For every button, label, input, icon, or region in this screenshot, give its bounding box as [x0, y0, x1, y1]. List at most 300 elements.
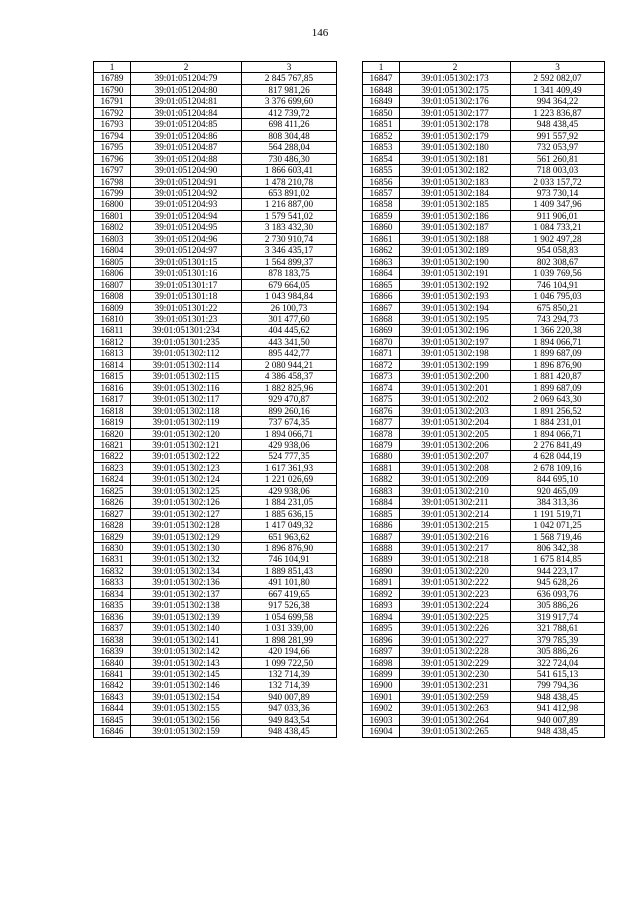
- row-number-cell: 16823: [94, 462, 131, 473]
- row-number-cell: 16898: [363, 657, 400, 668]
- value-cell: 3 376 699,60: [242, 96, 337, 107]
- row-number-cell: 16810: [94, 313, 131, 324]
- row-number-cell: 16892: [363, 588, 400, 599]
- cadastral-number-cell: 39:01:051302:112: [131, 348, 242, 359]
- cadastral-number-cell: 39:01:051302:125: [131, 485, 242, 496]
- row-number-cell: 16815: [94, 371, 131, 382]
- table-row: [363, 439, 605, 450]
- table-row: [94, 508, 337, 519]
- value-cell: 3 183 432,30: [242, 222, 337, 233]
- table-row: [363, 451, 605, 462]
- value-cell: 899 260,16: [242, 405, 337, 416]
- cadastral-number-cell: 39:01:051302:223: [400, 588, 511, 599]
- cadastral-number-cell: 39:01:051302:155: [131, 703, 242, 714]
- value-cell: 1 899 687,09: [511, 348, 605, 359]
- row-number-cell: 16830: [94, 543, 131, 554]
- cadastral-number-cell: 39:01:051204:90: [131, 165, 242, 176]
- row-number-cell: 16824: [94, 474, 131, 485]
- row-number-cell: 16834: [94, 588, 131, 599]
- cadastral-number-cell: 39:01:051302:138: [131, 600, 242, 611]
- row-number-cell: 16798: [94, 176, 131, 187]
- row-number-cell: 16873: [363, 371, 400, 382]
- row-number-cell: 16804: [94, 245, 131, 256]
- table-row: [363, 233, 605, 244]
- value-cell: 301 477,60: [242, 313, 337, 324]
- cadastral-number-cell: 39:01:051302:128: [131, 520, 242, 531]
- cadastral-number-cell: 39:01:051302:230: [400, 669, 511, 680]
- value-cell: 1 191 519,71: [511, 508, 605, 519]
- cadastral-number-cell: 39:01:051302:181: [400, 153, 511, 164]
- value-cell: 1 043 984,84: [242, 291, 337, 302]
- value-cell: 1 579 541,02: [242, 210, 337, 221]
- cadastral-number-cell: 39:01:051302:218: [400, 554, 511, 565]
- cadastral-number-cell: 39:01:051302:180: [400, 142, 511, 153]
- table-row: [94, 600, 337, 611]
- row-number-cell: 16852: [363, 130, 400, 141]
- row-number-cell: 16827: [94, 508, 131, 519]
- row-number-cell: 16904: [363, 726, 400, 737]
- cadastral-number-cell: 39:01:051301:235: [131, 336, 242, 347]
- table-row: [94, 371, 337, 382]
- value-cell: 1 894 066,71: [511, 336, 605, 347]
- cadastral-number-cell: 39:01:051302:123: [131, 462, 242, 473]
- value-cell: 1 084 733,21: [511, 222, 605, 233]
- cadastral-number-cell: 39:01:051302:191: [400, 268, 511, 279]
- value-cell: 3 346 435,17: [242, 245, 337, 256]
- table-row: [363, 611, 605, 622]
- row-number-cell: 16807: [94, 279, 131, 290]
- table-row: [363, 222, 605, 233]
- column-header-cadastral-number: 2: [400, 62, 511, 73]
- value-cell: 698 411,26: [242, 119, 337, 130]
- row-number-cell: 16879: [363, 439, 400, 450]
- row-number-cell: 16814: [94, 359, 131, 370]
- value-cell: 2 033 157,72: [511, 176, 605, 187]
- value-cell: 737 674,35: [242, 417, 337, 428]
- row-number-cell: 16880: [363, 451, 400, 462]
- cadastral-number-cell: 39:01:051302:139: [131, 611, 242, 622]
- table-row: [94, 611, 337, 622]
- table-row: [363, 84, 605, 95]
- table-row: [94, 210, 337, 221]
- table-row: [363, 187, 605, 198]
- cadastral-number-cell: 39:01:051302:195: [400, 313, 511, 324]
- register-table-right: [362, 61, 605, 738]
- row-number-cell: 16799: [94, 187, 131, 198]
- value-cell: 132 714,39: [242, 669, 337, 680]
- cadastral-number-cell: 39:01:051302:183: [400, 176, 511, 187]
- row-number-cell: 16817: [94, 394, 131, 405]
- row-number-cell: 16809: [94, 302, 131, 313]
- cadastral-number-cell: 39:01:051302:119: [131, 417, 242, 428]
- row-number-cell: 16839: [94, 646, 131, 657]
- table-row: [363, 634, 605, 645]
- value-cell: 844 695,10: [511, 474, 605, 485]
- table-row: [94, 703, 337, 714]
- row-number-cell: 16832: [94, 565, 131, 576]
- row-number-cell: 16820: [94, 428, 131, 439]
- table-row: [94, 256, 337, 267]
- row-number-cell: 16872: [363, 359, 400, 370]
- table-row: [94, 96, 337, 107]
- row-number-cell: 16856: [363, 176, 400, 187]
- table-row: [94, 474, 337, 485]
- row-number-cell: 16805: [94, 256, 131, 267]
- value-cell: 1 617 361,93: [242, 462, 337, 473]
- value-cell: 26 100,73: [242, 302, 337, 313]
- table-row: [363, 680, 605, 691]
- row-number-cell: 16822: [94, 451, 131, 462]
- value-cell: 4 386 458,37: [242, 371, 337, 382]
- value-cell: 1 881 420,87: [511, 371, 605, 382]
- value-cell: 948 438,45: [511, 691, 605, 702]
- row-number-cell: 16903: [363, 714, 400, 725]
- column-header-value: 3: [242, 62, 337, 73]
- cadastral-number-cell: 39:01:051302:122: [131, 451, 242, 462]
- table-row: [363, 543, 605, 554]
- table-row: [94, 691, 337, 702]
- row-number-cell: 16850: [363, 107, 400, 118]
- value-cell: 817 981,26: [242, 84, 337, 95]
- value-cell: 1 866 603,41: [242, 165, 337, 176]
- cadastral-number-cell: 39:01:051302:132: [131, 554, 242, 565]
- value-cell: 941 412,98: [511, 703, 605, 714]
- table-row: [94, 84, 337, 95]
- cadastral-number-cell: 39:01:051204:93: [131, 199, 242, 210]
- value-cell: 675 850,21: [511, 302, 605, 313]
- cadastral-number-cell: 39:01:051301:17: [131, 279, 242, 290]
- table-row: [363, 268, 605, 279]
- row-number-cell: 16858: [363, 199, 400, 210]
- table-row: [94, 359, 337, 370]
- value-cell: 799 794,36: [511, 680, 605, 691]
- value-cell: 491 101,80: [242, 577, 337, 588]
- cadastral-number-cell: 39:01:051302:118: [131, 405, 242, 416]
- row-number-cell: 16871: [363, 348, 400, 359]
- cadastral-number-cell: 39:01:051302:229: [400, 657, 511, 668]
- cadastral-number-cell: 39:01:051302:177: [400, 107, 511, 118]
- table-row: [94, 130, 337, 141]
- table-row: [94, 577, 337, 588]
- value-cell: 732 053,97: [511, 142, 605, 153]
- value-cell: 1 366 220,38: [511, 325, 605, 336]
- row-number-cell: 16796: [94, 153, 131, 164]
- table-row: [363, 130, 605, 141]
- value-cell: 443 341,50: [242, 336, 337, 347]
- cadastral-number-cell: 39:01:051204:81: [131, 96, 242, 107]
- cadastral-number-cell: 39:01:051302:216: [400, 531, 511, 542]
- value-cell: 679 664,05: [242, 279, 337, 290]
- row-number-cell: 16791: [94, 96, 131, 107]
- row-number-cell: 16812: [94, 336, 131, 347]
- row-number-cell: 16881: [363, 462, 400, 473]
- table-row: [363, 565, 605, 576]
- value-cell: 1 046 795,03: [511, 291, 605, 302]
- row-number-cell: 16893: [363, 600, 400, 611]
- value-cell: 305 886,26: [511, 646, 605, 657]
- row-number-cell: 16808: [94, 291, 131, 302]
- table-row: [94, 623, 337, 634]
- row-number-cell: 16857: [363, 187, 400, 198]
- value-cell: 743 294,73: [511, 313, 605, 324]
- cadastral-number-cell: 39:01:051204:97: [131, 245, 242, 256]
- cadastral-number-cell: 39:01:051204:79: [131, 73, 242, 84]
- row-number-cell: 16789: [94, 73, 131, 84]
- table-row: [363, 142, 605, 153]
- row-number-cell: 16841: [94, 669, 131, 680]
- value-cell: 948 438,45: [511, 119, 605, 130]
- table-row: [94, 142, 337, 153]
- table-row: [94, 107, 337, 118]
- table-row: [94, 394, 337, 405]
- value-cell: 321 788,61: [511, 623, 605, 634]
- cadastral-number-cell: 39:01:051302:184: [400, 187, 511, 198]
- table-row: [363, 554, 605, 565]
- row-number-cell: 16842: [94, 680, 131, 691]
- value-cell: 940 007,89: [242, 691, 337, 702]
- value-cell: 945 628,26: [511, 577, 605, 588]
- table-row: [94, 245, 337, 256]
- cadastral-number-cell: 39:01:051302:120: [131, 428, 242, 439]
- row-number-cell: 16797: [94, 165, 131, 176]
- table-row: [363, 256, 605, 267]
- table-row: [363, 313, 605, 324]
- table-row: [363, 497, 605, 508]
- row-number-cell: 16866: [363, 291, 400, 302]
- table-row: [94, 382, 337, 393]
- row-number-cell: 16859: [363, 210, 400, 221]
- table-row: [94, 336, 337, 347]
- cadastral-number-cell: 39:01:051204:84: [131, 107, 242, 118]
- value-cell: 920 465,09: [511, 485, 605, 496]
- value-cell: 929 470,87: [242, 394, 337, 405]
- value-cell: 412 739,72: [242, 107, 337, 118]
- table-row: [363, 394, 605, 405]
- table-row: [363, 279, 605, 290]
- cadastral-number-cell: 39:01:051302:211: [400, 497, 511, 508]
- value-cell: 1 899 687,09: [511, 382, 605, 393]
- row-number-cell: 16891: [363, 577, 400, 588]
- table-row: [363, 165, 605, 176]
- value-cell: 319 917,74: [511, 611, 605, 622]
- table-row: [363, 703, 605, 714]
- row-number-cell: 16831: [94, 554, 131, 565]
- cadastral-number-cell: 39:01:051302:145: [131, 669, 242, 680]
- cadastral-number-cell: 39:01:051302:227: [400, 634, 511, 645]
- value-cell: 561 260,81: [511, 153, 605, 164]
- cadastral-number-cell: 39:01:051302:178: [400, 119, 511, 130]
- table-row: [363, 669, 605, 680]
- table-row: [94, 405, 337, 416]
- cadastral-number-cell: 39:01:051302:129: [131, 531, 242, 542]
- table-row: [94, 268, 337, 279]
- cadastral-number-cell: 39:01:051302:156: [131, 714, 242, 725]
- value-cell: 132 714,39: [242, 680, 337, 691]
- row-number-cell: 16836: [94, 611, 131, 622]
- row-number-cell: 16813: [94, 348, 131, 359]
- cadastral-number-cell: 39:01:051302:143: [131, 657, 242, 668]
- cadastral-number-cell: 39:01:051204:96: [131, 233, 242, 244]
- table-row: [94, 291, 337, 302]
- value-cell: 404 445,62: [242, 325, 337, 336]
- table-row: [94, 279, 337, 290]
- cadastral-number-cell: 39:01:051302:182: [400, 165, 511, 176]
- table-row: [363, 199, 605, 210]
- cadastral-number-cell: 39:01:051302:201: [400, 382, 511, 393]
- value-cell: 1 889 851,43: [242, 565, 337, 576]
- cadastral-number-cell: 39:01:051302:196: [400, 325, 511, 336]
- cadastral-number-cell: 39:01:051302:259: [400, 691, 511, 702]
- row-number-cell: 16855: [363, 165, 400, 176]
- value-cell: 2 845 767,85: [242, 73, 337, 84]
- cadastral-number-cell: 39:01:051302:186: [400, 210, 511, 221]
- row-number-cell: 16894: [363, 611, 400, 622]
- row-number-cell: 16835: [94, 600, 131, 611]
- table-row: [94, 657, 337, 668]
- row-number-cell: 16819: [94, 417, 131, 428]
- table-row: [363, 726, 605, 737]
- value-cell: 1 221 026,69: [242, 474, 337, 485]
- table-row: [363, 691, 605, 702]
- cadastral-number-cell: 39:01:051302:127: [131, 508, 242, 519]
- value-cell: 730 486,30: [242, 153, 337, 164]
- row-number-cell: 16896: [363, 634, 400, 645]
- table-row: [363, 428, 605, 439]
- cadastral-number-cell: 39:01:051204:92: [131, 187, 242, 198]
- cadastral-number-cell: 39:01:051204:85: [131, 119, 242, 130]
- cadastral-number-cell: 39:01:051302:224: [400, 600, 511, 611]
- value-cell: 322 724,04: [511, 657, 605, 668]
- column-header-cadastral-number: 2: [131, 62, 242, 73]
- cadastral-number-cell: 39:01:051302:228: [400, 646, 511, 657]
- cadastral-number-cell: 39:01:051204:94: [131, 210, 242, 221]
- table-row: [94, 531, 337, 542]
- cadastral-number-cell: 39:01:051302:141: [131, 634, 242, 645]
- row-number-cell: 16833: [94, 577, 131, 588]
- value-cell: 1 039 769,56: [511, 268, 605, 279]
- value-cell: 2 730 910,74: [242, 233, 337, 244]
- value-cell: 1 223 836,87: [511, 107, 605, 118]
- cadastral-number-cell: 39:01:051301:15: [131, 256, 242, 267]
- table-row: [94, 417, 337, 428]
- value-cell: 944 223,17: [511, 565, 605, 576]
- table-row: [363, 336, 605, 347]
- value-cell: 808 304,48: [242, 130, 337, 141]
- table-row: [94, 119, 337, 130]
- cadastral-number-cell: 39:01:051302:207: [400, 451, 511, 462]
- row-number-cell: 16802: [94, 222, 131, 233]
- table-row: [94, 233, 337, 244]
- table-row: [94, 439, 337, 450]
- row-number-cell: 16874: [363, 382, 400, 393]
- row-number-cell: 16883: [363, 485, 400, 496]
- row-number-cell: 16837: [94, 623, 131, 634]
- cadastral-number-cell: 39:01:051204:87: [131, 142, 242, 153]
- cadastral-number-cell: 39:01:051302:200: [400, 371, 511, 382]
- row-number-cell: 16863: [363, 256, 400, 267]
- cadastral-number-cell: 39:01:051302:188: [400, 233, 511, 244]
- value-cell: 1 099 722,50: [242, 657, 337, 668]
- cadastral-number-cell: 39:01:051302:222: [400, 577, 511, 588]
- value-cell: 1 216 887,00: [242, 199, 337, 210]
- row-number-cell: 16846: [94, 726, 131, 737]
- table-row: [363, 119, 605, 130]
- cadastral-number-cell: 39:01:051302:134: [131, 565, 242, 576]
- table-row: [363, 302, 605, 313]
- table-row: [363, 600, 605, 611]
- cadastral-number-cell: 39:01:051302:115: [131, 371, 242, 382]
- row-number-cell: 16845: [94, 714, 131, 725]
- row-number-cell: 16795: [94, 142, 131, 153]
- table-row: [94, 176, 337, 187]
- table-row: [94, 199, 337, 210]
- row-number-cell: 16869: [363, 325, 400, 336]
- cadastral-number-cell: 39:01:051204:91: [131, 176, 242, 187]
- cadastral-number-cell: 39:01:051302:176: [400, 96, 511, 107]
- value-cell: 2 678 109,16: [511, 462, 605, 473]
- cadastral-number-cell: 39:01:051204:88: [131, 153, 242, 164]
- cadastral-number-cell: 39:01:051302:142: [131, 646, 242, 657]
- value-cell: 653 891,02: [242, 187, 337, 198]
- row-number-cell: 16794: [94, 130, 131, 141]
- value-cell: 636 093,76: [511, 588, 605, 599]
- row-number-cell: 16888: [363, 543, 400, 554]
- table-row: [363, 577, 605, 588]
- table-row: [363, 382, 605, 393]
- value-cell: 948 438,45: [242, 726, 337, 737]
- cadastral-number-cell: 39:01:051302:202: [400, 394, 511, 405]
- row-number-cell: 16899: [363, 669, 400, 680]
- table-row: [363, 462, 605, 473]
- table-row: [94, 543, 337, 554]
- table-row: [363, 485, 605, 496]
- table-row: [363, 73, 605, 84]
- row-number-cell: 16885: [363, 508, 400, 519]
- cadastral-number-cell: 39:01:051302:217: [400, 543, 511, 554]
- row-number-cell: 16854: [363, 153, 400, 164]
- cadastral-number-cell: 39:01:051204:86: [131, 130, 242, 141]
- cadastral-number-cell: 39:01:051302:117: [131, 394, 242, 405]
- cadastral-number-cell: 39:01:051204:95: [131, 222, 242, 233]
- row-number-cell: 16818: [94, 405, 131, 416]
- cadastral-number-cell: 39:01:051302:126: [131, 497, 242, 508]
- table-row: [363, 657, 605, 668]
- table-header-row: [363, 62, 605, 73]
- value-cell: 806 342,38: [511, 543, 605, 554]
- row-number-cell: 16828: [94, 520, 131, 531]
- row-number-cell: 16838: [94, 634, 131, 645]
- row-number-cell: 16867: [363, 302, 400, 313]
- row-number-cell: 16843: [94, 691, 131, 702]
- row-number-cell: 16870: [363, 336, 400, 347]
- row-number-cell: 16860: [363, 222, 400, 233]
- row-number-cell: 16862: [363, 245, 400, 256]
- table-row: [94, 153, 337, 164]
- cadastral-number-cell: 39:01:051302:220: [400, 565, 511, 576]
- value-cell: 1 882 825,96: [242, 382, 337, 393]
- cadastral-number-cell: 39:01:051302:199: [400, 359, 511, 370]
- page-number: 146: [311, 27, 329, 39]
- row-number-cell: 16901: [363, 691, 400, 702]
- row-number-cell: 16848: [363, 84, 400, 95]
- value-cell: 1 409 347,96: [511, 199, 605, 210]
- value-cell: 911 906,01: [511, 210, 605, 221]
- value-cell: 1 341 409,49: [511, 84, 605, 95]
- value-cell: 541 615,13: [511, 669, 605, 680]
- value-cell: 947 033,36: [242, 703, 337, 714]
- value-cell: 1 896 876,90: [511, 359, 605, 370]
- table-row: [94, 634, 337, 645]
